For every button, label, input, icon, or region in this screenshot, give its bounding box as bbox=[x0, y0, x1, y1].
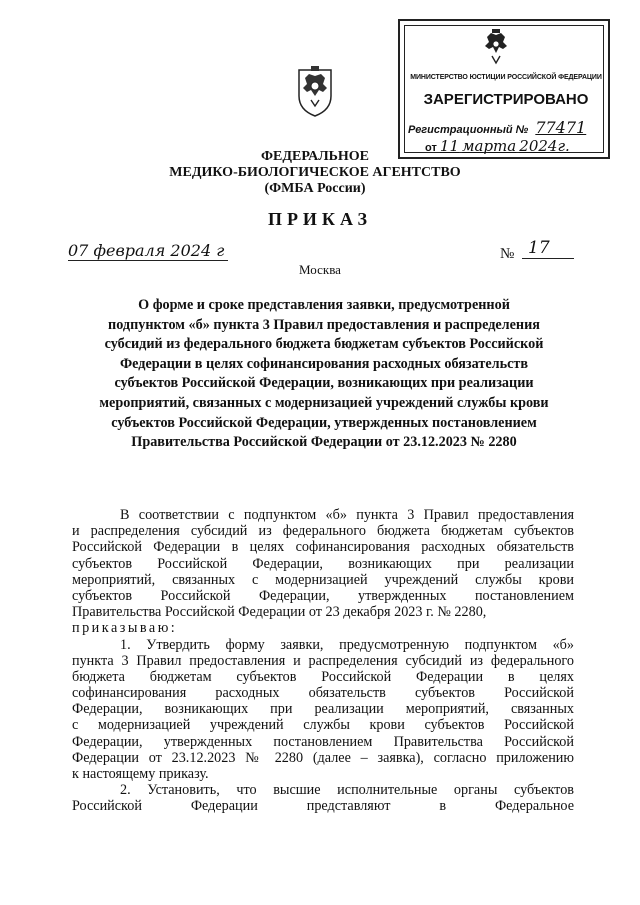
body-line: софинансирования расходных обязательств субъектов Российской bbox=[72, 685, 574, 702]
stamp-date-month: марта bbox=[462, 137, 517, 155]
body-line: и распределения субсидий из федерального бюджета бюджетам субъектов bbox=[72, 523, 574, 540]
stamp-coat-of-arms-icon bbox=[480, 29, 512, 67]
title-line: Федерации в целях софинансирования расходных обязательств bbox=[119, 355, 529, 372]
body-line: Российской Федерации в целях софинансирования расходных обязательств bbox=[72, 539, 574, 556]
body-line: Федерации, возникающих при реализации мероприятий, связанных bbox=[72, 701, 574, 718]
stamp-registered-text: ЗАРЕГИСТРИРОВАНО bbox=[423, 91, 589, 108]
body-line: субъектов Российской Федерации, утвержденных постановлением bbox=[72, 587, 574, 604]
body-line-order-word: приказываю: bbox=[72, 620, 178, 637]
body-line: с модернизацией учреждений службы крови субъектов Российской bbox=[72, 717, 574, 734]
coat-of-arms-icon bbox=[293, 62, 337, 118]
stamp-ministry-text: МИНИСТЕРСТВО ЮСТИЦИИ РОССИЙСКОЙ ФЕДЕРАЦИИ bbox=[410, 74, 602, 81]
document-type: ПРИКАЗ bbox=[267, 209, 373, 229]
body-line: Российской Федерации представляют в Федеральное bbox=[72, 798, 574, 815]
body-line: мероприятий, связанных с модернизацией учреждений службы крови bbox=[72, 571, 574, 588]
stamp-date-year: 2024г. bbox=[519, 137, 570, 155]
agency-name-line1: ФЕДЕРАЛЬНОЕ bbox=[260, 149, 369, 164]
registration-stamp bbox=[398, 19, 610, 159]
title-line: подпунктом «б» пункта 3 Правил предоставления и распределения bbox=[108, 316, 540, 333]
title-line: субсидий из федерального бюджета бюджетам субъектов Российской bbox=[104, 336, 544, 353]
title-line: субъектов Российской Федерации, утвержденных постановлением bbox=[111, 414, 537, 431]
stamp-date-day: 11 bbox=[439, 137, 459, 155]
title-line: Правительства Российской Федерации от 23.12.2023 № 2280 bbox=[131, 434, 517, 451]
order-number-label: № bbox=[500, 246, 515, 262]
body-line: Правительства Российской Федерации от 23 декабря 2023 г. № 2280, bbox=[72, 604, 487, 621]
body-line: В соответствии с подпунктом «б» пункта 3 Правил предоставления bbox=[120, 507, 574, 523]
agency-name-line2: МЕДИКО-БИОЛОГИЧЕСКОЕ АГЕНТСТВО bbox=[169, 165, 461, 180]
order-body bbox=[72, 507, 574, 815]
order-title-block bbox=[60, 296, 588, 453]
body-line: пункта 3 Правил предоставления и распределения субсидий из федерального bbox=[72, 652, 574, 669]
body-line: субъектов Российской Федерации, возникающих при реализации bbox=[72, 555, 574, 572]
body-line: 1. Утвердить форму заявки, предусмотренную подпунктом «б» bbox=[120, 636, 574, 653]
order-number-handwritten: 17 bbox=[522, 238, 574, 259]
body-line: бюджета бюджетам субъектов Российской Федерации в целях bbox=[72, 668, 574, 685]
stamp-date-prefix: от bbox=[425, 142, 437, 154]
title-line: О форме и сроке представления заявки, предусмотренной bbox=[138, 297, 510, 313]
body-line: Федерации, утвержденных постановлением Правительства Российской bbox=[72, 733, 574, 750]
stamp-registration-number bbox=[408, 118, 608, 137]
body-line: 2. Установить, что высшие исполнительные органы субъектов bbox=[120, 782, 574, 799]
body-line: Федерации от 23.12.2023 № 2280 (далее – заявка), согласно приложению bbox=[72, 749, 574, 766]
stamp-reg-label: Регистрационный № bbox=[408, 124, 529, 136]
city: Москва bbox=[299, 262, 341, 277]
stamp-reg-number-handwritten: 77471 bbox=[535, 118, 587, 137]
order-date-handwritten: 07 февраля 2024 г bbox=[68, 241, 228, 261]
title-line: субъектов Российской Федерации, возникающих при реализации bbox=[114, 375, 534, 392]
body-line: к настоящему приказу. bbox=[72, 766, 209, 782]
agency-abbreviation: (ФМБА России) bbox=[264, 181, 366, 196]
title-line: мероприятий, связанных с модернизацией учреждений службы крови bbox=[99, 394, 549, 411]
